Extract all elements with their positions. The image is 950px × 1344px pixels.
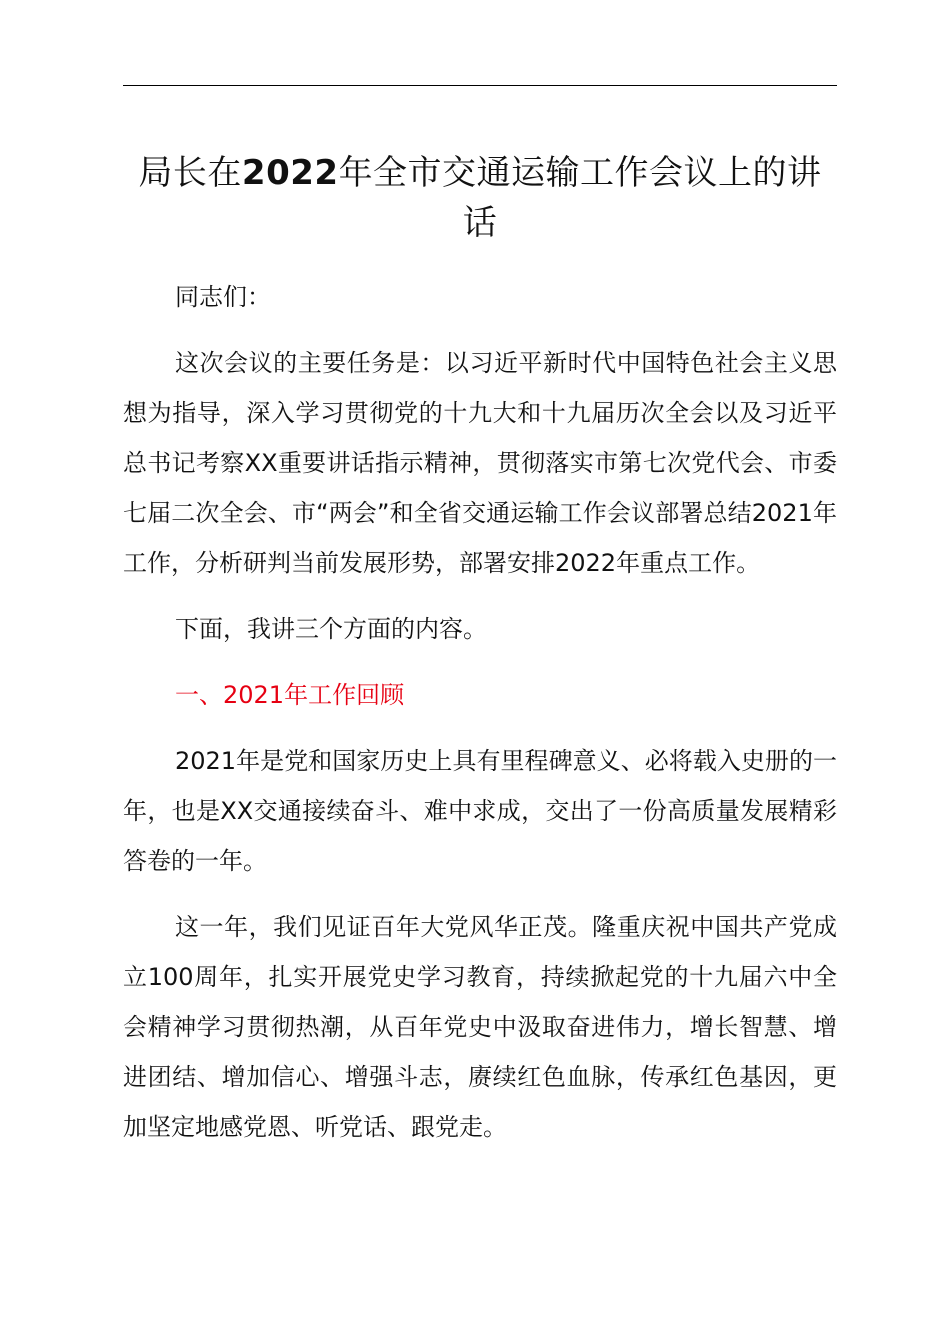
salutation: 同志们： — [175, 283, 271, 311]
title-year: 2022 — [241, 153, 339, 193]
paragraph-year-review: 2021年是党和国家历史上具有里程碑意义、必将载入史册的一年，也是XX交通接续奋斗、难中求成，交出了一份高质量发展精彩答卷的一年。 — [123, 747, 837, 875]
section-heading: 一、2021年工作回顾 — [175, 681, 405, 709]
title-prefix: 局长在 — [138, 153, 242, 193]
document-title — [123, 148, 837, 248]
header-rule — [123, 85, 837, 86]
paragraph-outline: 下面，我讲三个方面的内容。 — [175, 615, 487, 643]
paragraph-party-centenary: 这一年，我们见证百年大党风华正茂。隆重庆祝中国共产党成立100周年，扎实开展党史学习教育，持续掀起党的十九届六中全会精神学习贯彻热潮，从百年党史中汲取奋进伟力，增长智慧、增进团结、增加信心、增强斗志，赓续红色血脉，传承红色基因，更加坚定地感党恩、听党话、跟党走。 — [123, 913, 837, 1141]
paragraph-meeting-tasks: 这次会议的主要任务是：以习近平新时代中国特色社会主义思想为指导，深入学习贯彻党的十九大和十九届历次全会以及习近平总书记考察XX重要讲话指示精神，贯彻落实市第七次党代会、市委七届二次全会、市“两会”和全省交通运输工作会议部署总结2021年工作，分析研判当前发展形势，部署安排2022年重点工作。 — [123, 349, 837, 577]
title-suffix: 年全市交通运输工作会议上的讲话 — [338, 153, 822, 243]
document-body — [123, 272, 837, 1168]
